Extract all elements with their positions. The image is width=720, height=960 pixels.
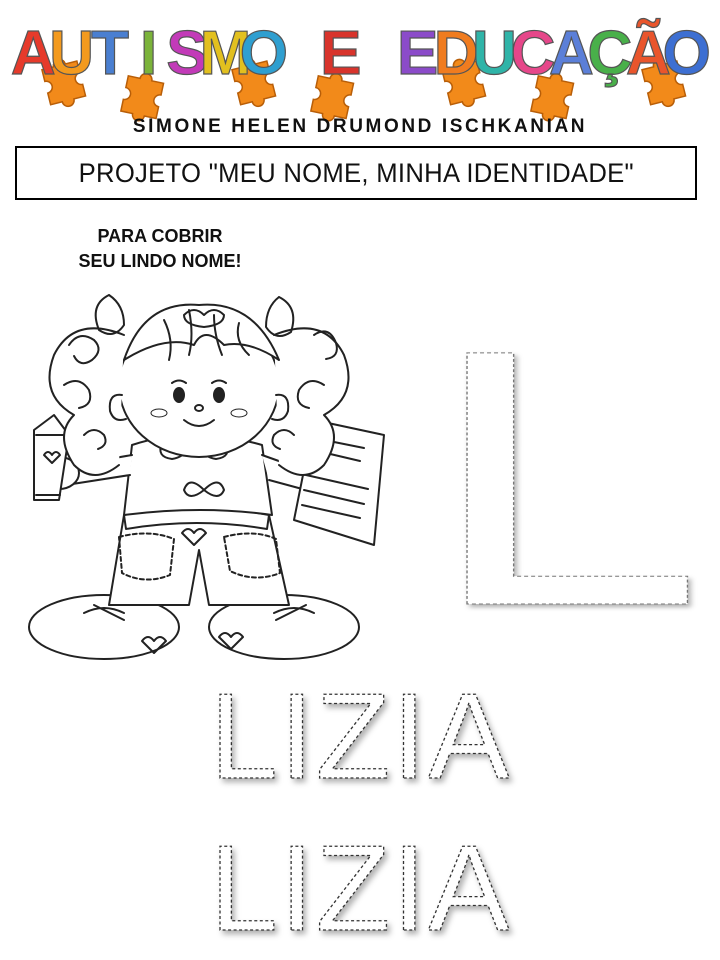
- author-name: SIMONE HELEN DRUMOND ISCHKANIAN: [132, 116, 588, 137]
- big-letter-l: L: [426, 273, 705, 682]
- banner-title-letter: C: [510, 19, 556, 88]
- banner-title-letter: U: [472, 19, 517, 88]
- banner-title-letter: U: [49, 19, 95, 88]
- name-trace-text-2: LIZIA: [210, 820, 512, 956]
- banner-title-letter: A: [10, 19, 56, 88]
- banner-graphic: [0, 0, 720, 115]
- name-trace-text-1: LIZIA: [210, 668, 512, 804]
- banner-title-letter: E: [320, 19, 362, 88]
- name-trace-2: [200, 820, 560, 956]
- instruction-line-1: PARA COBRIR: [97, 226, 223, 246]
- traceable-letter: [426, 246, 705, 682]
- banner-title-letter: O: [239, 19, 289, 88]
- project-title: PROJETO "MEU NOME, MINHA IDENTIDADE": [78, 157, 634, 188]
- girl-illustration: [14, 275, 394, 675]
- banner-title-letter: T: [91, 19, 130, 88]
- banner-title-letter: Ã: [625, 19, 671, 88]
- banner-title-letter: S: [166, 19, 208, 88]
- banner-title-letter: E: [396, 19, 439, 88]
- header-banner: [0, 0, 720, 115]
- instruction-line-2: SEU LINDO NOME!: [78, 251, 242, 271]
- banner-title-letter: M: [199, 19, 252, 88]
- banner-title-letter: Ç: [587, 19, 633, 88]
- banner-title-letter: A: [549, 19, 594, 88]
- project-title-box: [15, 146, 697, 200]
- tracing-instruction: [40, 224, 280, 274]
- name-trace-1: [200, 668, 560, 804]
- banner-title-letter: O: [662, 19, 711, 88]
- banner-title-letter: I: [139, 19, 158, 88]
- banner-title-letter: D: [433, 19, 479, 88]
